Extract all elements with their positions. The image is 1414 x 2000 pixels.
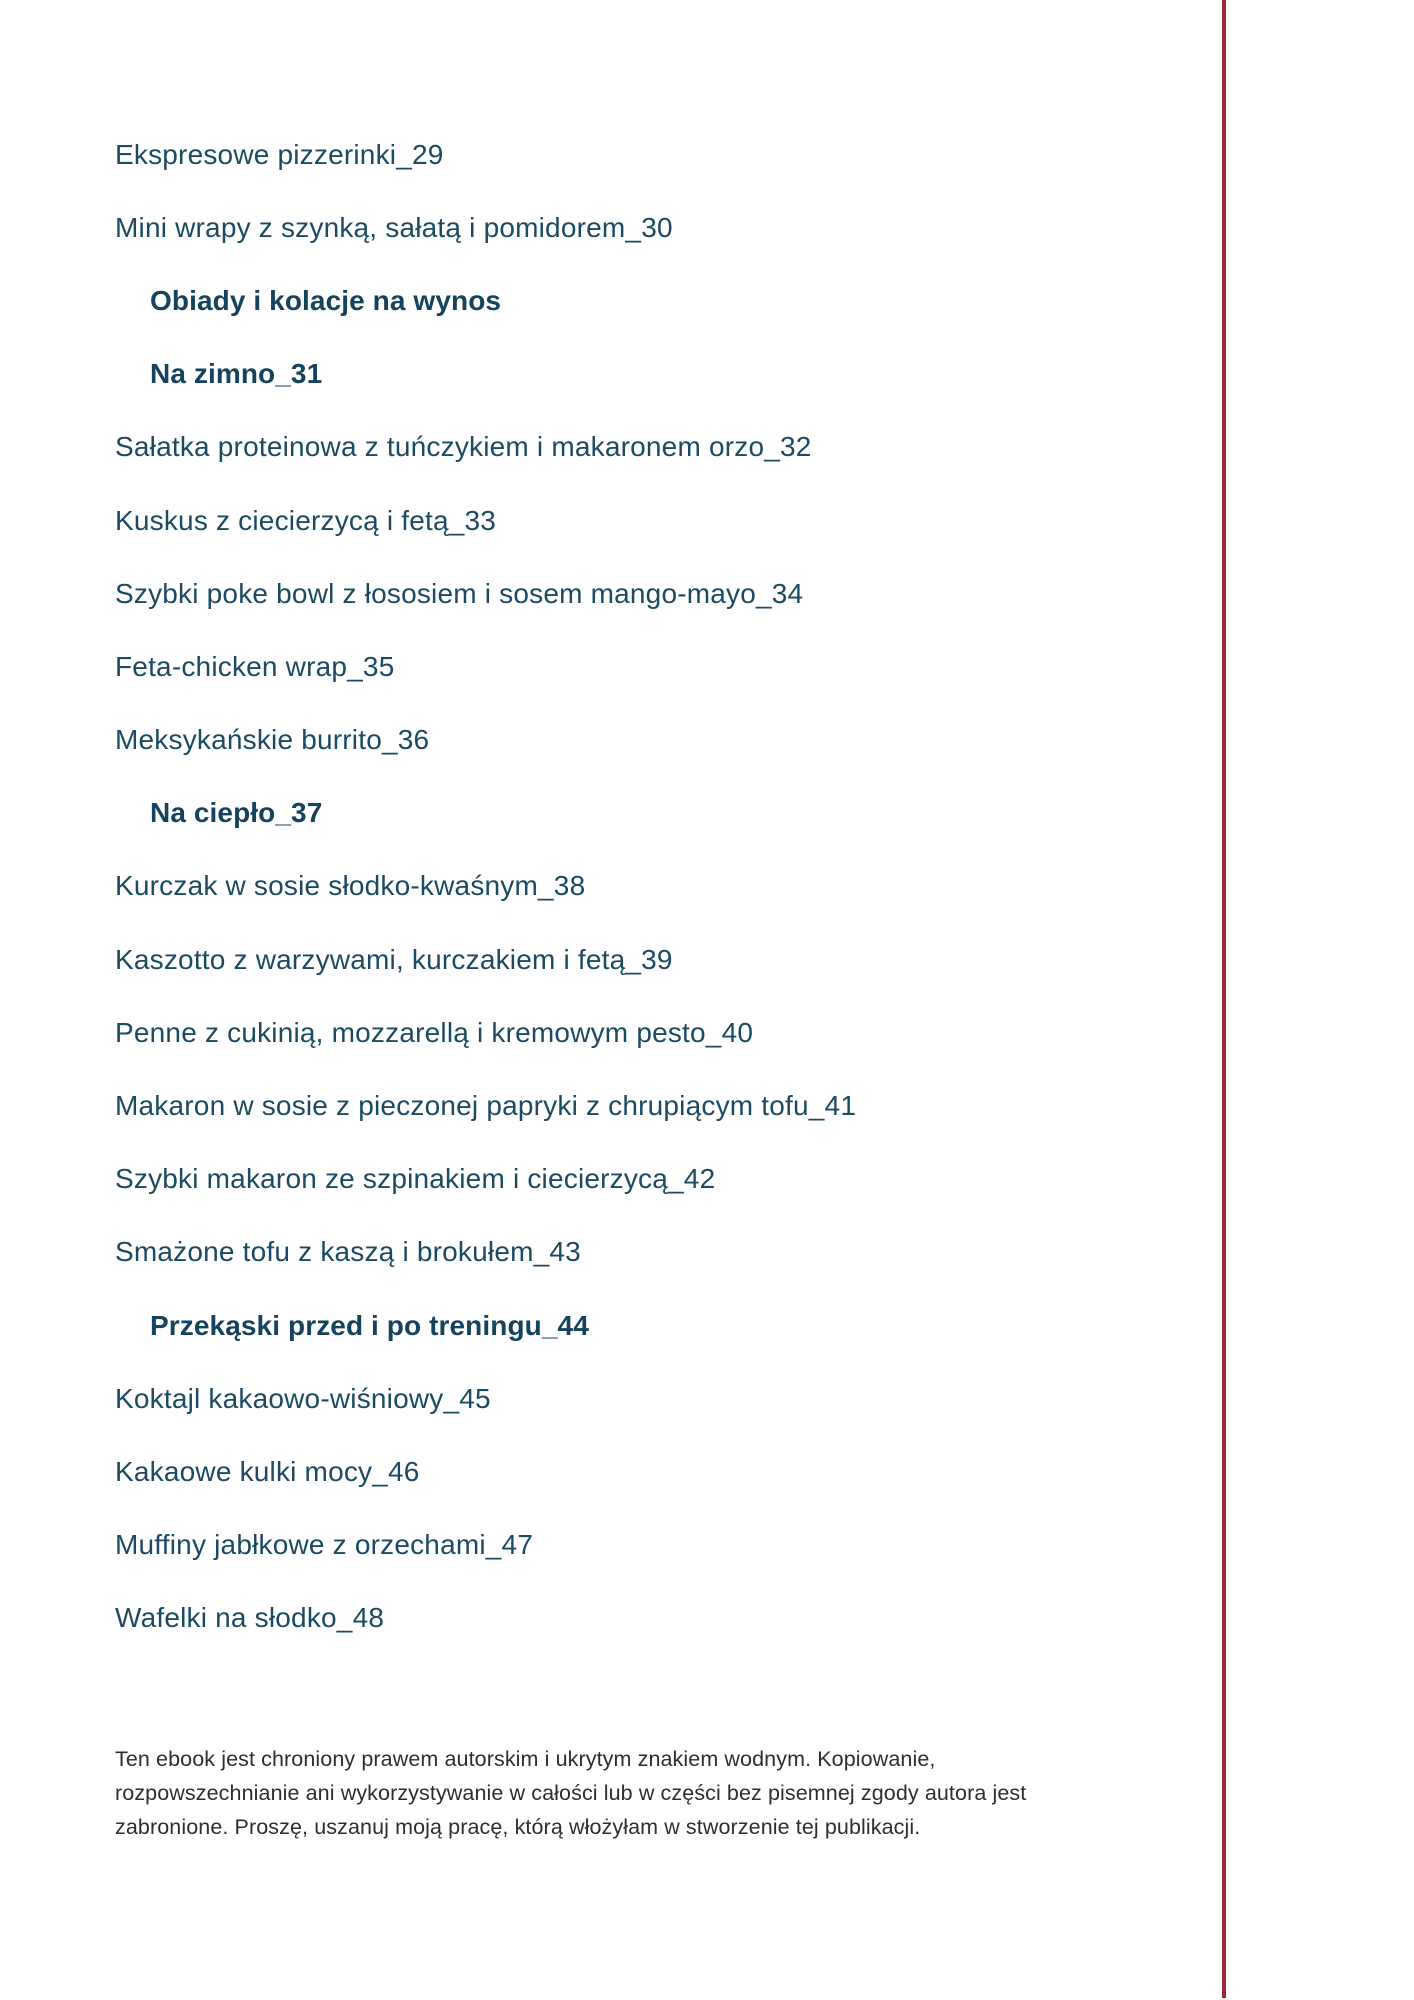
toc-entry: Kaszotto z warzywami, kurczakiem i fetą_39 [115, 943, 673, 975]
toc-entry: Feta-chicken wrap_35 [115, 650, 395, 682]
toc-section-heading: Na zimno_31 [150, 358, 323, 390]
toc-entry: Kakaowe kulki mocy_46 [115, 1455, 420, 1487]
toc-entry: Koktajl kakaowo-wiśniowy_45 [115, 1382, 491, 1414]
toc-section-heading: Przekąski przed i po treningu_44 [150, 1309, 589, 1341]
toc-entry: Wafelki na słodko_48 [115, 1602, 385, 1634]
toc-entry: Makaron w sosie z pieczonej papryki z chrupiącym tofu_41 [115, 1090, 857, 1122]
copyright-line: Ten ebook jest chroniony prawem autorskim i ukrytym znakiem wodnym. Kopiowanie, [115, 1747, 936, 1771]
copyright-notice [115, 1742, 1027, 1844]
copyright-line: zabronione. Proszę, uszanuj moją pracę, którą włożyłam w stworzenie tej publikacji. [115, 1815, 921, 1839]
toc-entry: Muffiny jabłkowe z orzechami_47 [115, 1529, 534, 1561]
toc-entry: Szybki makaron ze szpinakiem i ciecierzycą_42 [115, 1163, 716, 1195]
toc-section-heading: Obiady i kolacje na wynos [150, 284, 502, 316]
toc-entry: Mini wrapy z szynką, sałatą i pomidorem_30 [115, 211, 673, 243]
toc-entry: Sałatka proteinowa z tuńczykiem i makaronem orzo_32 [115, 431, 812, 463]
toc-entry: Szybki poke bowl z łososiem i sosem mango-mayo_34 [115, 577, 804, 609]
page-edge-accent-line [1222, 0, 1226, 1998]
toc-entry: Penne z cukinią, mozzarellą i kremowym pesto_40 [115, 1016, 754, 1048]
toc-entry: Ekspresowe pizzerinki_29 [115, 138, 444, 170]
copyright-line: rozpowszechnianie ani wykorzystywanie w całości lub w części bez pisemnej zgody autora jest [115, 1781, 1027, 1805]
toc-entry: Meksykańskie burrito_36 [115, 724, 430, 756]
toc-entry: Kuskus z ciecierzycą i fetą_33 [115, 504, 497, 536]
toc-entry: Kurczak w sosie słodko-kwaśnym_38 [115, 870, 586, 902]
toc-section-heading: Na ciepło_37 [150, 797, 323, 829]
toc-entry: Smażone tofu z kaszą i brokułem_43 [115, 1236, 581, 1268]
table-of-contents [115, 118, 1184, 1655]
